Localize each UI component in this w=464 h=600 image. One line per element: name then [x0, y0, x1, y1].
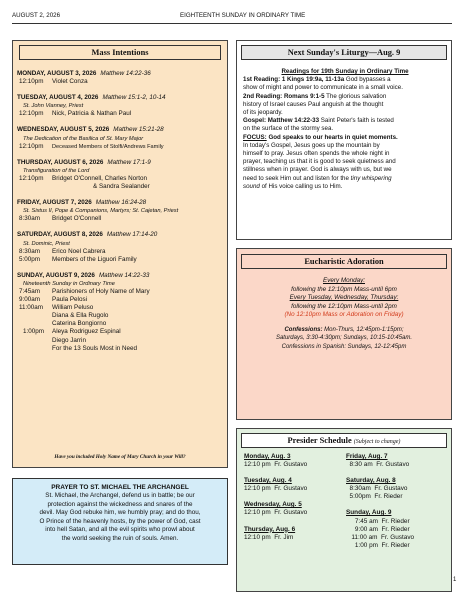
bulletin-date: AUGUST 2, 2026	[12, 12, 61, 19]
tuewed-label: Every Tuesday, Wednesday, Thursday:	[289, 294, 399, 302]
liturgy-title: Next Sunday's Liturgy—Aug. 9	[241, 45, 447, 60]
gospel-reading: Gospel: Matthew 14:22-33 Saint Peter's faith is tested	[243, 117, 394, 125]
intention-entry: 11:00am William Peluso	[19, 304, 94, 312]
monday-text: following the 12:10pm Mass-until 6pm	[291, 285, 397, 293]
feast-note: The Dedication of the Basilica of St. Mary Major	[23, 135, 144, 142]
confessions-info: Confessions: Mon-Thurs, 12:45pm-1:15pm; Saturdays, 3:30-4:30pm; Sundays, 10:15-10:45am. Confessions in Spanish: Sundays, 12-12:45pm	[275, 326, 413, 350]
presider-entry: 5:00pm Fr. Rieder	[346, 493, 403, 501]
feast-note: St. Sixtus II, Pope & Companions, Martyrs; St. Cajetan, Priest	[23, 208, 179, 215]
presider-entry: 12:10 pm Fr. Gustavo	[244, 485, 308, 493]
intention-day: THURSDAY, AUGUST 6, 2026 Matthew 17:1-9	[17, 158, 151, 166]
intention-entry: 1:00pm Aleya Rodriguez Espinal	[23, 328, 121, 336]
tuewed-text: following the 12:10pm Mass-until 2pm	[291, 302, 397, 310]
intention-entry: 12:10pm Nick, Patricia & Nathan Paul	[19, 110, 132, 118]
eucharistic-adoration-box	[236, 248, 452, 420]
presider-day: Monday, Aug. 3	[244, 453, 291, 460]
second-reading: 2nd Reading: Romans 9:1-5 The glorious salvation	[243, 92, 387, 100]
prayer-text: St. Michael, the Archangel, defend us in battle; be our protection against the wickedness and snares of the devil. May God rebuke him, we humbly pray; and do thou, O Prince of the heavenly hosts, by the power of God, cast into hell Satan, and all the evil spirits who prowl about the world seeking the ruin of souls. Amen.	[39, 492, 201, 542]
intention-day: SUNDAY, AUGUST 9, 2026 Matthew 14:22-33	[17, 271, 150, 279]
presider-day: Saturday, Aug. 8	[346, 477, 396, 485]
presider-day: Friday, Aug. 7	[346, 453, 388, 460]
intention-day: MONDAY, AUGUST 3, 2026 Matthew 14:22-36	[17, 70, 151, 77]
mass-intentions-list	[17, 70, 223, 353]
intention-entry: 5:00pm Members of the Liguori Family	[19, 255, 137, 263]
presider-day: Wednesday, Aug. 5	[244, 501, 302, 509]
intention-day: FRIDAY, AUGUST 7, 2026 Matthew 16:24-28	[17, 199, 147, 207]
page-number: 1	[453, 577, 457, 583]
bulletin-title: EIGHTEENTH SUNDAY IN ORDINARY TIME	[180, 12, 306, 19]
presider-schedule-box	[236, 428, 452, 592]
mass-intentions-title: Mass Intentions	[19, 45, 221, 60]
presider-column-right	[346, 453, 450, 550]
intention-day: WEDNESDAY, AUGUST 5, 2026 Matthew 15:21-28	[17, 126, 164, 134]
intention-entry: 8:30am Bridget O'Connell	[19, 215, 102, 223]
presider-entry: 9:00 am Fr. Rieder	[346, 525, 410, 533]
intention-entry: 12:10pm Bridget O'Connell, Charles Norton	[19, 174, 148, 182]
intention-entry: 8:30am Erico Noel Cabrera	[19, 247, 106, 255]
readings-heading: Readings for 19th Sunday in Ordinary Time	[281, 68, 409, 75]
first-reading: 1st Reading: 1 Kings 19:9a, 11-13a God bypasses a	[243, 76, 391, 84]
intention-entry-cont: For the 13 Souls Most in Need	[52, 344, 138, 352]
presider-column-left	[244, 453, 344, 542]
presider-entry: 12:10 pm Fr. Gustavo	[244, 509, 308, 517]
adoration-body	[241, 277, 447, 351]
presider-title: Presider Schedule (Subject to change)	[241, 433, 447, 448]
presider-day: Sunday, Aug. 9	[346, 509, 392, 517]
header-rule	[12, 23, 452, 24]
presider-entry: 12:10 pm Fr. Jim	[244, 533, 294, 541]
presider-entry: 8:30 am Fr. Gustavo	[346, 461, 410, 469]
adoration-title: Eucharistic Adoration	[241, 254, 447, 269]
intention-entry-cont: Diego Jarrin	[52, 336, 86, 344]
reflection-text: In today's Gospel, Jesus goes up the mountain by himself to pray. Jesus often spends the whole night in prayer, teaching us that it is good to seek quietness and stillness when in prayer. God is always with us, but we need to seek Him out and listen for the tiny whispering sound of His voice calling us to Him.	[243, 141, 396, 190]
presider-day: Thursday, Aug. 6	[244, 525, 296, 533]
feast-note: St. Dominic, Priest	[23, 240, 70, 247]
intention-entry: 7:45am Parishioners of Holy Name of Mary	[19, 287, 150, 295]
liturgy-body: Readings for 19th Sunday in Ordinary Time 1st Reading: 1 Kings 19:9a, 11-13a God bypasses a show of might and power to communicate in a small voice. 2nd Reading: Romans 9:1-5 The glorious salvation history of Israel causes Paul anguish at the thought of its jeopardy. Gospel: Matthew 14:22-33 Saint Peter's faith is tested on the surface of the stormy sea. FOCUS: God speaks to our hearts in quiet moments. In today's Gospel, Jesus goes up the mountain by himself to pray. Jesus often spends the whole night in prayer, teaching us that it is good to seek quietness and stillness when in prayer. God is always with us, but we need to seek Him out and listen for the tiny whispering sound of His voice calling us to Him.	[243, 68, 447, 191]
intention-entry: 12:10pm Violet Conza	[19, 78, 88, 86]
intention-day: TUESDAY, AUGUST 4, 2026 Matthew 15:1-2, 10-14	[17, 94, 166, 102]
intention-entry-cont: Diana & Ella Rugolo	[52, 312, 109, 320]
friday-note: (No 12:10pm Mass or Adoration on Friday)	[284, 311, 404, 319]
intention-entry-cont: & Sandra Sealander	[93, 183, 150, 191]
presider-day: Tuesday, Aug. 4	[244, 477, 292, 485]
feast-note: St. John Vianney, Priest	[23, 103, 84, 110]
presider-entry: 8:30am Fr. Gustavo	[346, 485, 408, 493]
intention-day: SATURDAY, AUGUST 8, 2026 Matthew 17:14-20	[17, 231, 158, 239]
presider-entry: 12:10 pm Fr. Gustavo	[244, 461, 308, 469]
presider-entry: 11:00 am Fr. Gustavo	[346, 533, 415, 541]
page-header	[12, 10, 452, 22]
feast-note: Nineteenth Sunday in Ordinary Time	[23, 280, 115, 287]
presider-entry: 7:45 am Fr. Rieder	[346, 517, 410, 525]
monday-label: Every Monday:	[323, 277, 365, 284]
intention-entry: 9:00am Paula Pelosi	[19, 296, 88, 304]
next-sunday-liturgy-box	[236, 40, 452, 240]
mass-intentions-box	[12, 40, 228, 468]
focus-line: FOCUS: God speaks to our hearts in quiet moments.	[243, 133, 398, 141]
presider-entry: 1:00 pm Fr. Rieder	[346, 541, 410, 549]
feast-note: Transfiguration of the Lord	[23, 167, 90, 174]
intention-entry-cont: Caterina Bongiorno	[52, 320, 107, 328]
will-note: Have you included Holy Name of Mary Church in your Will?	[54, 454, 186, 460]
st-michael-prayer-box	[12, 478, 228, 565]
intention-entry: 12:10pm Deceased Members of Stolfi/Andrews Family	[19, 142, 164, 150]
prayer-title: PRAYER TO ST. MICHAEL THE ARCHANGEL	[51, 484, 189, 491]
